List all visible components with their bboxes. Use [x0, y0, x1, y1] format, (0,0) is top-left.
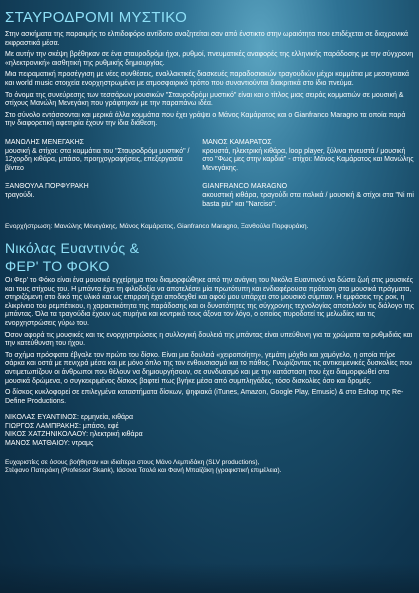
section1-title: ΣΤΑΥΡΟΔΡΟΜΙ ΜΥΣΤΙΚΟ	[5, 9, 188, 26]
thanks-line: Ευχαριστίες σε όσους βοήθησαν και ιδιαίτερα στους Μάνο Λεμπιδάκη (SLV productions),	[5, 459, 260, 467]
member-role: μουσική & στίχοι: στα κομμάτια του "Σταυροδρόμι μυστικό" / 12χορδη κιθάρα, μπάσο, προηχογραφήσεις, επεξεργασία βίντεο	[5, 147, 190, 172]
members-right-column	[202, 139, 416, 219]
band-member: ΝΙΚΟΛΑΣ ΕΥΑΝΤΙΝΟΣ: ερμηνεία, κιθάρα	[5, 414, 134, 422]
band-members-list	[5, 414, 416, 448]
member-name: ΜΑΝΩΛΗΣ ΜΕΝΕΓΑΚΗΣ	[5, 138, 84, 146]
member-block	[5, 183, 194, 200]
member-role: τραγούδι.	[5, 191, 35, 199]
member-name: ΜΑΝΟΣ ΚΑΜΑΡΑΤΟΣ	[202, 138, 272, 146]
section2-paragraph: Οι Φερ' το Φόκο είναι ένα μουσικό εγχείρημα που διαμορφώθηκε από την ανάγκη του Νικόλα Ευαντινού να δώσει ζωή στις μουσικές και τους στίχους του. Η μπάντα έχει τη φιλοδοξία να αποτελέσει μία πρωτότυπη και ενδιαφέρουσα πρόταση στα μουσικά πράγματα, στηριζόμενη στο δικό της υλικό και ως επιρροή έχει αποδεχθεί και αφού μου υπάρχει στο μουσικό σύμπαν. Η εμφάσεις της ροκ, η ελικρίνειο του ρεμπέτικου, η χαρακτικότητα της παράδοσης και οι δυνατότητες της σύγχρονης τεχνολογίας αποτελούν τις διάλογο της μπάντας. Όλα τα τραγούδια έχουν ως πυρήνα και κεντρικό τους άξονα τον λόγο, ο οποίος πυροδοτεί τις μελωδίες και τις ενορχηστρώσεις γύρω του.	[5, 277, 415, 328]
member-role: ακουστική κιθάρα, τραγούδι στα ιταλικά / μουσική & στίχοι στα "Ni mi basta piu" και "Narciso".	[202, 191, 414, 208]
section2-title-line2: ΦΕΡ' ΤΟ ΦΟΚΟ	[5, 258, 110, 275]
member-name: GIANFRANCO MARAGNO	[202, 183, 288, 191]
band-member: ΝΙΚΟΣ ΧΑΤΖΗΝΙΚΟΛΑΟΥ: ηλεκτρική κιθάρα	[5, 431, 143, 439]
members-grid	[5, 139, 416, 219]
thanks-line: Στέφανο Πατεράκη (Professor Skank), Ιάσονα Τσολά και Φανή Μπαϊζάκη (γραφιστική επιμέλεια).	[5, 467, 282, 475]
member-block	[5, 139, 194, 173]
bottom-fade	[0, 563, 419, 593]
section1-paragraph: Στο σύνολο εντάσσονται και μερικά άλλα κομμάτια που έχει γράψει ο Μάνος Καμάρατος και ο Gianfranco Maragno τα οποία παρά την διαφορετική αφετηρία έχουν την ίδια διάθεση.	[5, 111, 406, 128]
member-block	[202, 139, 416, 173]
section2-title-line1: Νικόλας Ευαντινός &	[5, 240, 140, 257]
member-role: κρουστά, ηλεκτρική κιθάρα, loop player, ξύλινα πνευστά / μουσική στο "Φως μες στην καρδιά" - στίχοι: Μάνος Καμάρατος και Μανώλης Μενεγάκης.	[202, 147, 414, 172]
program-page	[5, 9, 416, 475]
band-member: ΜΑΝΟΣ ΜΑΤΘΑΙΟΥ: ντραμς	[5, 439, 94, 447]
section1-paragraph: Στην ασκήματα της παρακμής το ελπιδοφόρο αντίδοτο αναζητείται σαν από ένστικτο στην ωραιότητα που επιδέχεται σε διαχρονικά εκφραστικά μέσα.	[5, 31, 409, 47]
band-member: ΓΙΩΡΓΟΣ ΛΑΜΠΡΑΚΗΣ: μπάσο, εφέ	[5, 422, 119, 430]
section2-paragraph: Ο δίσκος κυκλοφορεί σε επιλεγμένα καταστήματα δίσκων, ψηφιακά (iTunes, Amazon, Google Play, Emusic) & στο Eshop της Re-Define Productions.	[5, 389, 404, 405]
section1-paragraph: Μια πειραματική προσέγγιση με νέες συνθέσεις, εναλλακτικές διασκευές παραδοσιακών τραγουδιών μέχρι κομμάτια με μεσογειακά και world music στοιχεία ενορχηστρωμένα με ατμοσφαιρικό τρόπο που συναντιούνται διακριτικά στο ίδιο πνεύμα.	[5, 71, 410, 87]
section2-paragraph: Το σχήμα πρόσφατα έβγαλε τον πρώτο του δίσκο. Είναι μια δουλειά «χειροποίητη», γεμάτη μόχθο και χαμόγελο, η οποία πήρε σάρκα και οστά με πενιχρά μέσα και με μόνο όπλο της τον ενθουσιασμό και το πάθος. Γνωρίζοντας τις αντικειμενικές δυσκολίες που αντιμετωπίζουν οι άνθρωποι που θέλουν να δημιουργήσουν, σε συνδυασμό και με την κατάσταση που έχει διαμορφωθεί στα μουσικά δρώμενα, ο συγκεκριμένος δίσκος βαφτεί πως βγήκε μέσα από συμπληγάδες, τόσο δισκολίες όσο και δρομές.	[5, 351, 413, 385]
members-left-column	[5, 139, 194, 219]
orchestration-credit: Ενορχήστρωση: Μανώλης Μενεγάκης, Μάνος Καμάρατος, Gianfranco Maragno, Ξανθούλα Πορφυράκη.	[5, 223, 309, 231]
section2-paragraph: Όσον αφορά τις μουσικές και τις ενορχηστρώσεις η συλλογική δουλειά της μπάντας είναι υπεύθυνη για τα χρώματα τα ρυθμιδιάς και την κατεύθυνση του ήχου.	[5, 331, 413, 348]
spacer	[5, 132, 416, 139]
acknowledgements	[5, 459, 416, 475]
spacer	[5, 448, 416, 459]
section1-paragraph: Το όνομα της συνεύρεσης των τεσσάρων μουσικών "Σταυροδρόμι μυστικό" είναι και ο τίτλος μιας σειράς κομματιών σε μουσική & στίχους Μανώλη Μενεγάκη που γράφτηκαν με την παραπάνω ιδέα.	[5, 91, 404, 108]
member-name: ΞΑΝΘΟΥΛΑ ΠΟΡΦΥΡΑΚΗ	[5, 183, 89, 191]
member-block	[202, 183, 416, 209]
section1-paragraph: Με αυτήν την σκέψη βρέθηκαν σε ένα σταυροδρόμι ήχοι, ρυθμοί, πνευματικές αναφορές της ελληνικής παράδοσης με την σύγχρονη «ηλεκτρονική» αισθητική της ρυθμικής δημιουργίας.	[5, 51, 414, 67]
